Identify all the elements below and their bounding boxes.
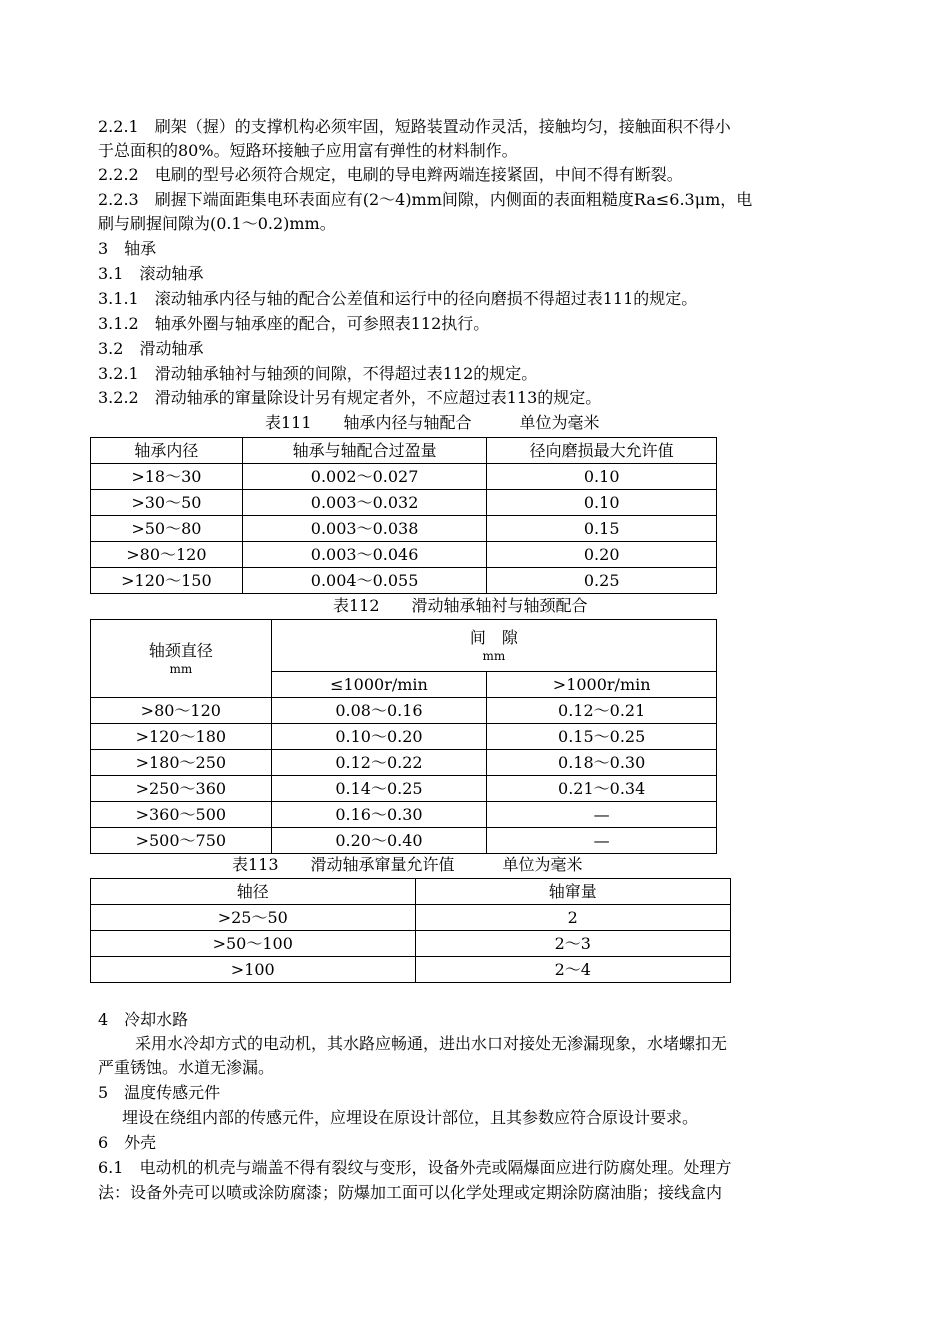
table-cell: 0.003～0.046 (242, 542, 487, 568)
header-cell-diameter (91, 620, 272, 698)
table-row (91, 750, 717, 776)
table-cell: 0.15～0.25 (487, 724, 717, 750)
table-cell: >80～120 (91, 542, 243, 568)
table-cell: >120～180 (91, 724, 272, 750)
table-header-row (91, 438, 717, 464)
table-cell: 0.20～0.40 (271, 828, 487, 854)
table-row (91, 698, 717, 724)
header-cell: 轴承内径 (91, 438, 243, 464)
para-2-2-3-cont: 刷与刷握间隙为(0.1～0.2)mm。 (98, 214, 336, 233)
header-cell: 轴径 (91, 879, 416, 905)
table-cell: 0.16～0.30 (271, 802, 487, 828)
para-4-cont: 严重锈蚀。水道无渗漏。 (98, 1058, 275, 1077)
table-cell: 0.10～0.20 (271, 724, 487, 750)
para-3-1-2: 3.1.2 轴承外圈与轴承座的配合，可参照表112执行。 (98, 314, 490, 333)
table-cell: 2～3 (415, 931, 730, 957)
table-row (91, 724, 717, 750)
header-cell-gap (271, 620, 716, 672)
para-6-1-cont: 法：设备外壳可以喷或涂防腐漆；防爆加工面可以化学处理或定期涂防腐油脂；接线盒内 (98, 1183, 723, 1202)
table-cell: >25～50 (91, 905, 416, 931)
table-row (91, 957, 731, 983)
table-row (91, 802, 717, 828)
heading-5: 5 温度传感元件 (98, 1083, 221, 1102)
table-row (91, 464, 717, 490)
table-cell: >360～500 (91, 802, 272, 828)
diameter-unit: mm (169, 661, 193, 676)
para-2-2-3: 2.2.3 刷握下端面距集电环表面应有(2～4)mm间隙，内侧面的表面粗糙度Ra≤6.3μm，电 (98, 190, 753, 209)
para-3-1-1: 3.1.1 滚动轴承内径与轴的配合公差值和运行中的径向磨损不得超过表111的规定。 (98, 289, 698, 308)
header-cell: >1000r/min (487, 672, 717, 698)
table-cell: 0.15 (487, 516, 717, 542)
table-cell: 0.10 (487, 490, 717, 516)
table-cell: — (487, 802, 717, 828)
header-cell: 径向磨损最大允许值 (487, 438, 717, 464)
table-row (91, 516, 717, 542)
table-cell: 0.20 (487, 542, 717, 568)
table-cell: 0.12～0.22 (271, 750, 487, 776)
heading-3-2: 3.2 滑动轴承 (98, 339, 204, 358)
heading-3-1: 3.1 滚动轴承 (98, 264, 204, 283)
table-row (91, 905, 731, 931)
para-5: 埋设在绕组内部的传感元件，应埋设在原设计部位，且其参数应符合原设计要求。 (122, 1108, 699, 1127)
table-cell: 0.14～0.25 (271, 776, 487, 802)
para-4: 采用水冷却方式的电动机，其水路应畅通，进出水口对接处无渗漏现象，水堵螺扣无 (135, 1034, 728, 1053)
table-cell: >30～50 (91, 490, 243, 516)
table-cell: >250～360 (91, 776, 272, 802)
table-cell: >50～80 (91, 516, 243, 542)
table-cell: 2～4 (415, 957, 730, 983)
table-row (91, 568, 717, 594)
heading-6: 6 外壳 (98, 1133, 157, 1152)
table-cell: >500～750 (91, 828, 272, 854)
table-cell: >50～100 (91, 931, 416, 957)
table-row (91, 542, 717, 568)
para-6-1: 6.1 电动机的机壳与端盖不得有裂纹与变形，设备外壳或隔爆面应进行防腐处理。处理方 (98, 1158, 732, 1177)
table-header-row (91, 620, 717, 672)
table113-caption: 表113 滑动轴承窜量允许值 单位为毫米 (232, 855, 583, 874)
table-cell: 0.10 (487, 464, 717, 490)
table-cell: 0.12～0.21 (487, 698, 717, 724)
table-cell: 2 (415, 905, 730, 931)
table-header-row (91, 879, 731, 905)
table-cell: >180～250 (91, 750, 272, 776)
table-row (91, 828, 717, 854)
gap-label: 间 隙 (469, 627, 518, 647)
table111-caption: 表111 轴承内径与轴配合 单位为毫米 (265, 413, 600, 432)
table-row (91, 931, 731, 957)
header-cell: ≤1000r/min (271, 672, 487, 698)
table-cell: 0.002～0.027 (242, 464, 487, 490)
para-2-2-1-cont: 于总面积的80%。短路环接触子应用富有弹性的材料制作。 (98, 141, 518, 160)
table-cell: 0.003～0.038 (242, 516, 487, 542)
table-cell: 0.21～0.34 (487, 776, 717, 802)
heading-3: 3 轴承 (98, 239, 157, 258)
header-cell: 轴窜量 (415, 879, 730, 905)
header-cell: 轴承与轴配合过盈量 (242, 438, 487, 464)
table-cell: >100 (91, 957, 416, 983)
table113 (90, 878, 731, 983)
para-3-2-2: 3.2.2 滑动轴承的窜量除设计另有规定者外，不应超过表113的规定。 (98, 388, 602, 407)
table112-caption: 表112 滑动轴承轴衬与轴颈配合 (333, 596, 588, 615)
table-cell: >120～150 (91, 568, 243, 594)
table-row (91, 776, 717, 802)
table112 (90, 619, 717, 854)
table-cell: 0.08～0.16 (271, 698, 487, 724)
para-2-2-1: 2.2.1 刷架（握）的支撑机构必须牢固，短路装置动作灵活，接触均匀，接触面积不得小 (98, 117, 731, 136)
diameter-label: 轴颈直径 (148, 640, 213, 660)
table-cell: — (487, 828, 717, 854)
table111 (90, 437, 717, 594)
table-row (91, 490, 717, 516)
para-3-2-1: 3.2.1 滑动轴承轴衬与轴颈的间隙，不得超过表112的规定。 (98, 364, 538, 383)
table-cell: >80～120 (91, 698, 272, 724)
heading-4: 4 冷却水路 (98, 1010, 189, 1029)
table-cell: 0.25 (487, 568, 717, 594)
table-cell: >18～30 (91, 464, 243, 490)
para-2-2-2: 2.2.2 电刷的型号必须符合规定，电刷的导电辫两端连接紧固，中间不得有断裂。 (98, 165, 683, 184)
gap-unit: mm (482, 648, 506, 663)
table-cell: 0.18～0.30 (487, 750, 717, 776)
table-cell: 0.003～0.032 (242, 490, 487, 516)
table-cell: 0.004～0.055 (242, 568, 487, 594)
